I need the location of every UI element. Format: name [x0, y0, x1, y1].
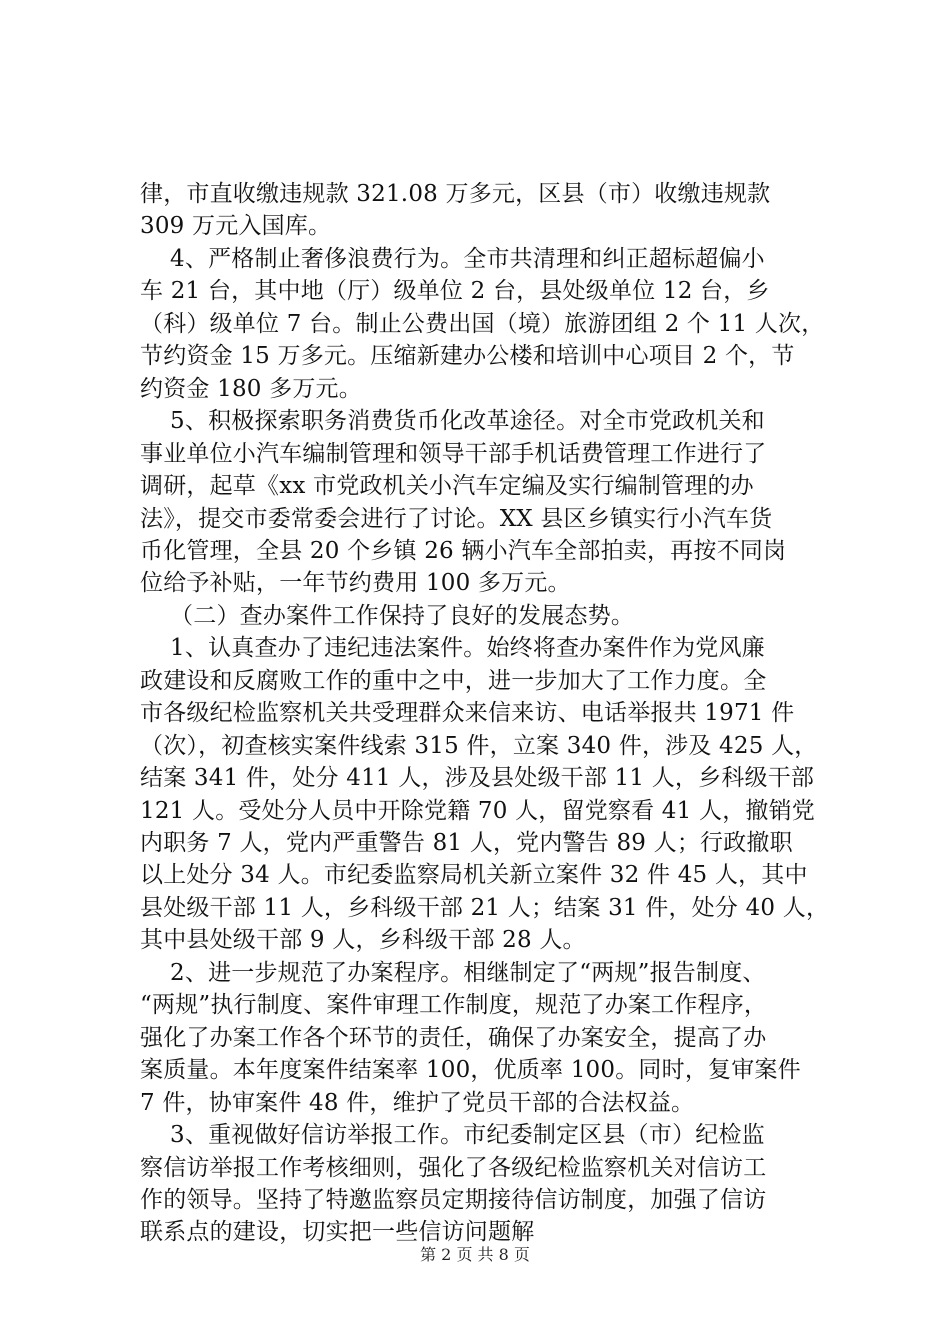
text-line: 2、进一步规范了办案程序。相继制定了“两规”报告制度、: [140, 960, 766, 986]
text-line: 作的领导。坚持了特邀监察员定期接待信访制度，加强了信访: [140, 1187, 767, 1213]
text-line: 法》，提交市委常委会进行了讨论。XX 县区乡镇实行小汽车货: [140, 506, 773, 532]
text-line: 币化管理，全县 20 个乡镇 26 辆小汽车全部拍卖，再按不同岗: [140, 538, 787, 564]
text-line: 309 万元入国库。: [140, 213, 332, 239]
text-line: 律，市直收缴违规款 321.08 万多元，区县（市）收缴违规款: [140, 181, 771, 207]
text-line: 1、认真查办了违纪违法案件。始终将查办案件作为党风廉: [140, 635, 765, 661]
text-line: 事业单位小汽车编制管理和领导干部手机话费管理工作进行了: [140, 441, 767, 467]
text-line: 内职务 7 人，党内严重警告 81 人，党内警告 89 人；行政撤职: [140, 830, 793, 856]
text-line: 7 件，协审案件 48 件，维护了党员干部的合法权益。: [140, 1090, 695, 1116]
text-line: 强化了办案工作各个环节的责任，确保了办案安全，提高了办: [140, 1025, 767, 1051]
text-line: 5、积极探索职务消费货币化改革途径。对全市党政机关和: [140, 408, 765, 434]
text-line: 4、严格制止奢侈浪费行为。全市共清理和纠正超标超偏小: [140, 246, 765, 272]
text-line: 调研，起草《xx 市党政机关小汽车定编及实行编制管理的办: [140, 473, 754, 499]
text-line: 约资金 180 多万元。: [140, 376, 362, 402]
text-line: （二）查办案件工作保持了良好的发展态势。: [140, 603, 635, 629]
text-line: 其中县处级干部 9 人，乡科级干部 28 人。: [140, 927, 586, 953]
text-line: 县处级干部 11 人，乡科级干部 21 人；结案 31 件，处分 40 人，: [140, 895, 830, 921]
text-line: “两规”执行制度、案件审理工作制度，规范了办案工作程序，: [140, 992, 768, 1018]
text-line: 位给予补贴，一年节约费用 100 多万元。: [140, 570, 571, 596]
text-line: 以上处分 34 人。市纪委监察局机关新立案件 32 件 45 人，其中: [140, 862, 808, 888]
page-footer: 第 2 页 共 8 页: [420, 1245, 530, 1264]
text-line: 案质量。本年度案件结案率 100，优质率 100。同时，复审案件: [140, 1057, 801, 1083]
text-line: 车 21 台，其中地（厅）级单位 2 台，县处级单位 12 台，乡: [140, 278, 770, 304]
text-line: 察信访举报工作考核细则，强化了各级纪检监察机关对信访工: [140, 1155, 767, 1181]
text-line: 121 人。受处分人员中开除党籍 70 人，留党察看 41 人，撤销党: [140, 798, 815, 824]
text-line: 节约资金 15 万多元。压缩新建办公楼和培训中心项目 2 个，节: [140, 343, 795, 369]
text-line: （科）级单位 7 台。制止公费出国（境）旅游团组 2 个 11 人次，: [140, 311, 825, 337]
text-line: 结案 341 件，处分 411 人，涉及县处级干部 11 人，乡科级干部: [140, 765, 815, 791]
text-line: （次），初查核实案件线索 315 件，立案 340 件，涉及 425 人，: [140, 733, 818, 759]
text-line: 市各级纪检监察机关共受理群众来信来访、电话举报共 1971 件: [140, 700, 795, 726]
text-line: 联系点的建设，切实把一些信访问题解: [140, 1219, 535, 1245]
text-line: 政建设和反腐败工作的重中之中，进一步加大了工作力度。全: [140, 668, 767, 694]
text-line: 3、重视做好信访举报工作。市纪委制定区县（市）纪检监: [140, 1122, 765, 1148]
